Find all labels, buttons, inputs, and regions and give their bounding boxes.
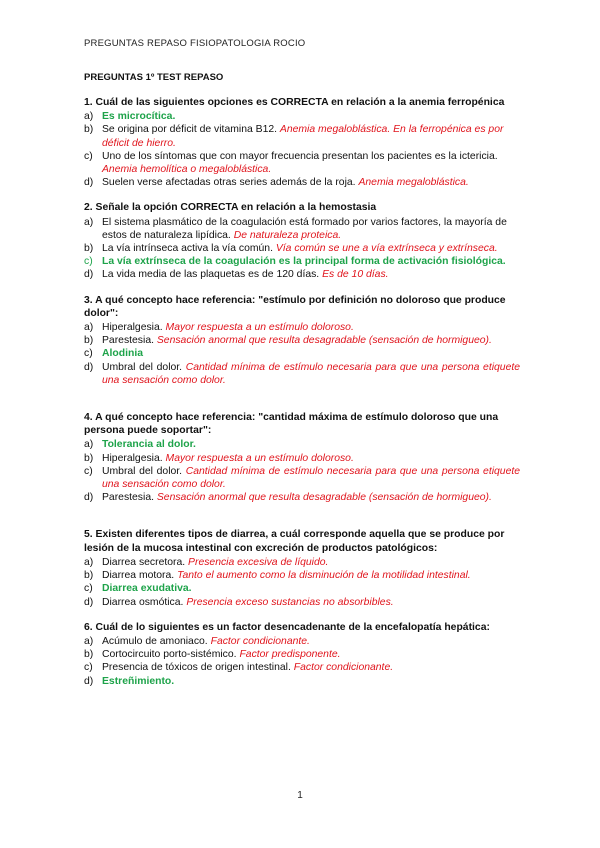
option-c <box>84 465 520 491</box>
section-title: PREGUNTAS 1º TEST REPASO <box>84 72 224 83</box>
correct-answer: La vía extrínseca de la coagulación es la principal forma de activación fisiológica. <box>102 256 506 268</box>
option-text: Parestesia. <box>102 335 154 347</box>
option-letter: b) <box>84 243 94 255</box>
option-b <box>84 452 520 465</box>
option-a <box>84 321 520 334</box>
option-text: Umbral del dolor. <box>102 361 183 373</box>
option-d <box>84 491 520 504</box>
option-b <box>84 569 520 582</box>
option-note: Cantidad mínima de estímulo necesaria para que una persona etiquete una sensación como dolor. <box>102 465 521 491</box>
option-c <box>84 582 520 595</box>
option-note: Factor condicionante. <box>293 662 394 674</box>
option-b <box>84 334 520 347</box>
option-note: Factor predisponente. <box>239 649 341 661</box>
option-text: Presencia de tóxicos de origen intestinal. <box>102 662 291 674</box>
spacer <box>84 399 520 411</box>
option-d <box>84 675 520 688</box>
spacer <box>84 516 520 528</box>
option-letter: a) <box>84 556 94 568</box>
option-letter: a) <box>84 439 94 451</box>
question-title: 3. A qué concepto hace referencia: "estímulo por definición no doloroso que produce dolor": <box>84 294 506 319</box>
option-text: Acúmulo de amoniaco. <box>102 635 208 647</box>
option-d <box>84 361 520 387</box>
option-c <box>84 255 520 268</box>
question-title: 1. Cuál de las siguientes opciones es CORRECTA en relación a la anemia ferropénica <box>84 97 505 108</box>
option-a <box>84 438 520 451</box>
option-letter: d) <box>84 492 94 504</box>
option-text: Diarrea motora. <box>102 570 175 582</box>
option-letter: b) <box>84 570 94 582</box>
option-b <box>84 123 520 149</box>
option-text: El sistema plasmático de la coagulación está formado por varios factores, la mayoría de estos de naturaleza lipídica. <box>102 216 507 241</box>
question-title: 5. Existen diferentes tipos de diarrea, a cuál corresponde aquella que se produce por lesión de la mucosa intestinal con excreción de productos patológicos: <box>84 529 505 554</box>
correct-answer: Tolerancia al dolor. <box>102 439 196 451</box>
option-note: Presencia excesiva de líquido. <box>188 556 329 568</box>
option-letter: c) <box>84 150 93 162</box>
option-b <box>84 242 520 255</box>
option-letter: a) <box>84 111 94 123</box>
question-6 <box>84 621 520 688</box>
question-4 <box>84 411 520 504</box>
option-text: Cortocircuito porto-sistémico. <box>102 649 237 661</box>
option-d <box>84 596 520 609</box>
option-letter: b) <box>84 124 94 136</box>
correct-answer: Estreñimiento. <box>102 675 175 687</box>
option-letter: c) <box>84 583 93 595</box>
question-title: 4. A qué concepto hace referencia: "cantidad máxima de estímulo doloroso que una persona puede soportar": <box>84 412 499 437</box>
option-text: Hiperalgesia. <box>102 322 163 334</box>
option-a <box>84 110 520 123</box>
option-d <box>84 176 520 189</box>
option-letter: a) <box>84 635 94 647</box>
option-letter: d) <box>84 675 94 687</box>
question-title: 2. Señale la opción CORRECTA en relación a la hemostasia <box>84 202 377 214</box>
option-note: Sensación anormal que resulta desagradable (sensación de hormigueo). <box>156 492 492 504</box>
option-c <box>84 661 520 674</box>
option-text: Hiperalgesia. <box>102 452 163 464</box>
option-note: Anemia hemolítica o megaloblástica. <box>102 164 272 176</box>
option-letter: b) <box>84 452 94 464</box>
option-letter: c) <box>84 662 93 674</box>
option-text: Diarrea secretora. <box>102 556 186 568</box>
option-letter: d) <box>84 596 94 608</box>
option-text: Umbral del dolor. <box>102 465 183 477</box>
page-header: PREGUNTAS REPASO FISIOPATOLOGIA ROCIO <box>84 38 306 49</box>
option-a <box>84 216 520 242</box>
option-note: Es de 10 días. <box>322 269 389 281</box>
option-note: Presencia exceso sustancias no absorbibles. <box>186 596 394 608</box>
option-note: Cantidad mínima de estímulo necesaria para que una persona etiquete una sensación como dolor. <box>102 361 521 386</box>
option-letter: b) <box>84 335 94 347</box>
option-note: Anemia megaloblástica. En la ferropénica es por déficit de hierro. <box>102 124 504 149</box>
page-number: 1 <box>297 790 303 801</box>
option-note: Sensación anormal que resulta desagradable (sensación de hormigueo). <box>156 335 492 347</box>
question-title: 6. Cuál de lo siguientes es un factor desencadenante de la encefalopatía hepática: <box>84 621 490 633</box>
option-letter: a) <box>84 322 94 334</box>
option-b <box>84 648 520 661</box>
option-note: Tanto el aumento como la disminución de la motilidad intestinal. <box>177 570 471 582</box>
option-text: Diarrea osmótica. <box>102 596 184 608</box>
option-text: Suelen verse afectadas otras series además de la roja. <box>102 177 356 189</box>
question-2 <box>84 201 520 281</box>
option-note: Mayor respuesta a un estímulo doloroso. <box>165 322 354 334</box>
option-letter: d) <box>84 177 94 189</box>
question-5 <box>84 528 520 608</box>
correct-answer: Es microcítica. <box>102 111 176 123</box>
option-a <box>84 635 520 648</box>
option-text: Se origina por déficit de vitamina B12. <box>102 124 278 136</box>
option-note: Factor condicionante. <box>210 635 310 647</box>
option-letter: c) <box>84 465 93 477</box>
correct-answer: Alodinia <box>102 348 143 360</box>
option-text: La vía intrínseca activa la vía común. <box>102 243 273 255</box>
option-note: Vía común se une a vía extrínseca y extrínseca. <box>275 243 498 255</box>
option-letter: a) <box>84 216 94 228</box>
option-letter: d) <box>84 269 94 281</box>
option-text: La vida media de las plaquetas es de 120 días. <box>102 269 320 281</box>
correct-answer: Diarrea exudativa. <box>102 583 192 595</box>
option-c <box>84 347 520 360</box>
option-note: De naturaleza proteica. <box>233 229 342 241</box>
option-d <box>84 268 520 281</box>
question-list <box>84 96 520 700</box>
option-letter: c) <box>84 348 93 360</box>
option-c <box>84 150 520 176</box>
question-3 <box>84 294 520 387</box>
question-1 <box>84 96 520 189</box>
option-letter: b) <box>84 649 94 661</box>
option-a <box>84 556 520 569</box>
option-letter: d) <box>84 361 94 373</box>
option-note: Mayor respuesta a un estímulo doloroso. <box>165 452 354 464</box>
option-letter: c) <box>84 256 93 268</box>
option-text: Uno de los síntomas que con mayor frecuencia presentan los pacientes es la ictericia. <box>102 150 498 162</box>
option-text: Parestesia. <box>102 492 154 504</box>
option-note: Anemia megaloblástica. <box>358 177 469 189</box>
